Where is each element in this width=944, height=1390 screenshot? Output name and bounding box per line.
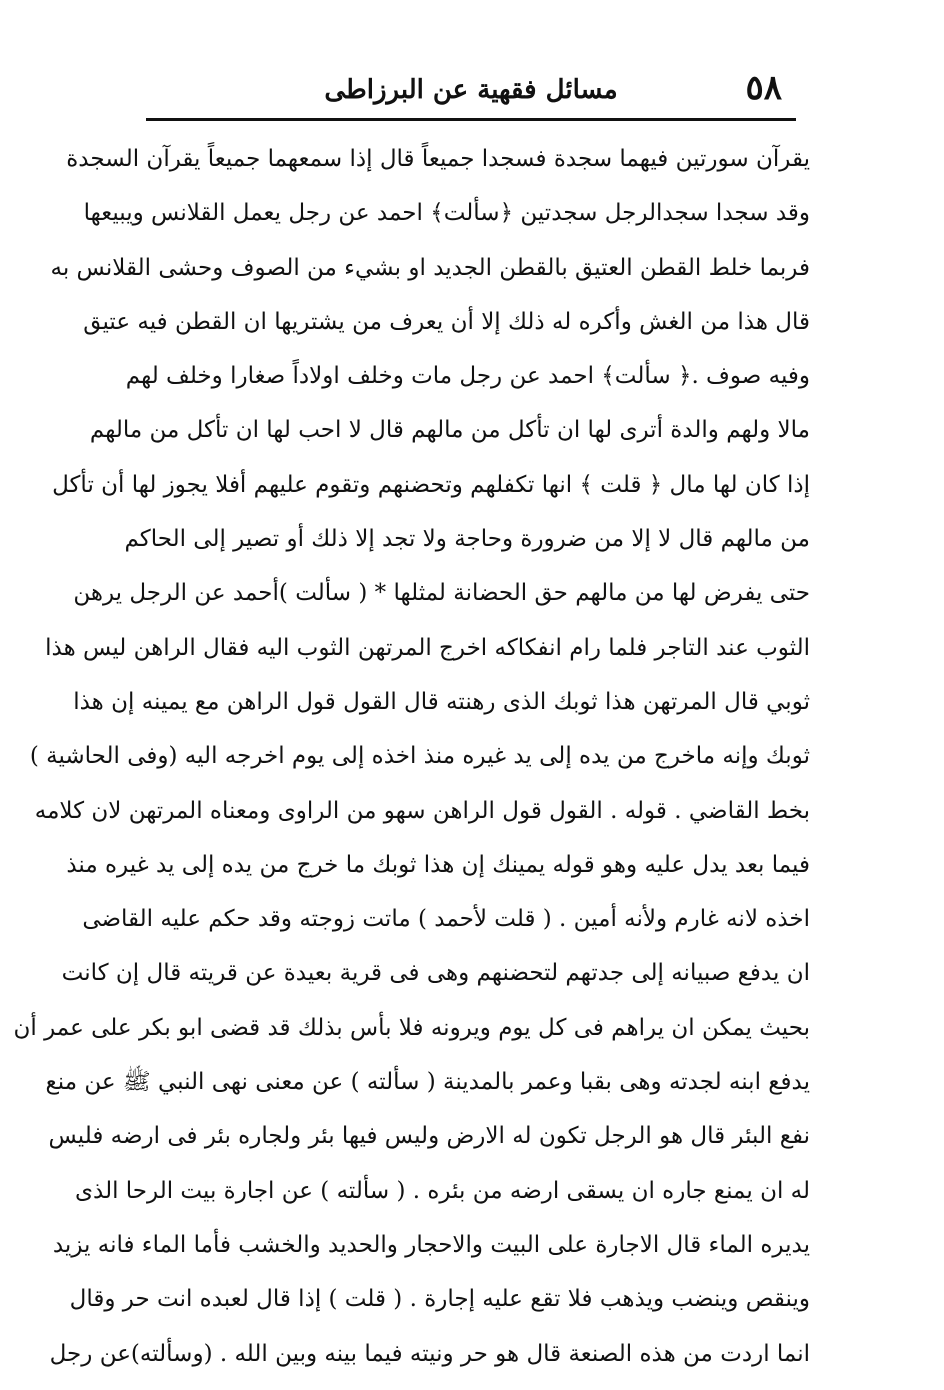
body-text (13, 132, 810, 1381)
text-line: الثوب عند التاجر فلما رام انفكاكه اخرج المرتهن الثوب اليه فقال الراهن ليس هذا (45, 634, 810, 661)
text-line: فيما بعد يدل عليه وهو قوله يمينك إن هذا ثوبك ما خرج من يده إلى يد غيره منذ (66, 851, 810, 878)
text-line: انما اردت من هذه الصنعة قال هو حر ونيته فيما بينه وبين الله . (وسألته)عن رجل (49, 1340, 810, 1367)
text-line: ثوبي قال المرتهن هذا ثوبك الذى رهنته قال القول قول الراهن مع يمينه إن هذا (73, 688, 810, 715)
text-line: مالا ولهم والدة أترى لها ان تأكل من مالهم قال لا احب لها ان تأكل من مالهم (89, 417, 810, 444)
page-header (146, 62, 796, 116)
text-line: له ان يمنع جاره ان يسقى ارضه من بئره . ( سألته ) عن اجارة بيت الرحا الذى (75, 1177, 810, 1204)
text-line: يقرآن سورتين فيهما سجدة فسجدا جميعاً قال إذا سمعهما جميعاً يقرآن السجدة (66, 146, 810, 172)
text-line: إذا كان لها مال ﴿ قلت ﴾ انها تكفلهم وتحضنهم وتقوم عليهم أفلا يجوز لها أن تأكل (52, 471, 810, 498)
text-line: قال هذا من الغش وأكره له ذلك إلا أن يعرف من يشتريها ان القطن فيه عتيق (83, 308, 810, 335)
text-line: حتى يفرض لها من مالهم حق الحضانة لمثلها * ( سألت )أحمد عن الرجل يرهن (73, 580, 810, 607)
text-line: وفيه صوف .﴿ سألت﴾ احمد عن رجل مات وخلف اولاداً صغارا وخلف لهم (125, 363, 810, 390)
text-line: اخذه لانه غارم ولأنه أمين . ( قلت لأحمد ) ماتت زوجته وقد حكم عليه القاضى (82, 906, 810, 933)
text-line: بحيث يمكن ان يراهم فى كل يوم ويرونه فلا بأس بذلك قد قضى ابو بكر على عمر أن (13, 1014, 810, 1041)
text-line: فربما خلط القطن العتيق بالقطن الجديد او بشيء من الصوف وحشى القلانس به (50, 254, 810, 281)
text-line: ثوبك وإنه ماخرج من يده إلى يد غيره منذ اخذه إلى يوم اخرجه اليه (وفى الحاشية ) (29, 743, 810, 770)
text-line: وينقص وينضب ويذهب فلا تقع عليه إجارة . ( قلت ) إذا قال لعبده انت حر وقال (69, 1286, 810, 1313)
text-line: بخط القاضي . قوله . القول قول الراهن سهو من الراوى ومعناه المرتهن لان كلامه (34, 797, 810, 824)
text-line: يديره الماء قال الاجارة على البيت والاحجار والحديد والخشب فأما الماء فانه يزيد (52, 1231, 810, 1258)
text-line: نفع البئر قال هو الرجل تكون له الارض وليس فيها بئر ولجاره بئر فى ارضه فليس (48, 1123, 810, 1150)
page-number: ٥٨ (745, 68, 782, 108)
running-title: مسائل فقهية عن البرزاطى (324, 75, 618, 105)
header-divider (146, 118, 796, 121)
text-line: وقد سجدا سجدالرجل سجدتين ﴿سألت﴾ احمد عن رجل يعمل القلانس ويبيعها (83, 200, 810, 227)
text-line: من مالهم قال لا إلا من ضرورة وحاجة ولا تجد إلا ذلك أو تصير إلى الحاكم (124, 526, 810, 553)
text-line: يدفع ابنه لجدته وهى بقبا وعمر بالمدينة ( سألته ) عن معنى نهى النبي ﷺ عن منع (45, 1069, 810, 1096)
text-line: ان يدفع صبيانه إلى جدتهم لتحضنهم وهى فى قرية بعيدة عن قريته قال إن كانت (61, 960, 810, 987)
